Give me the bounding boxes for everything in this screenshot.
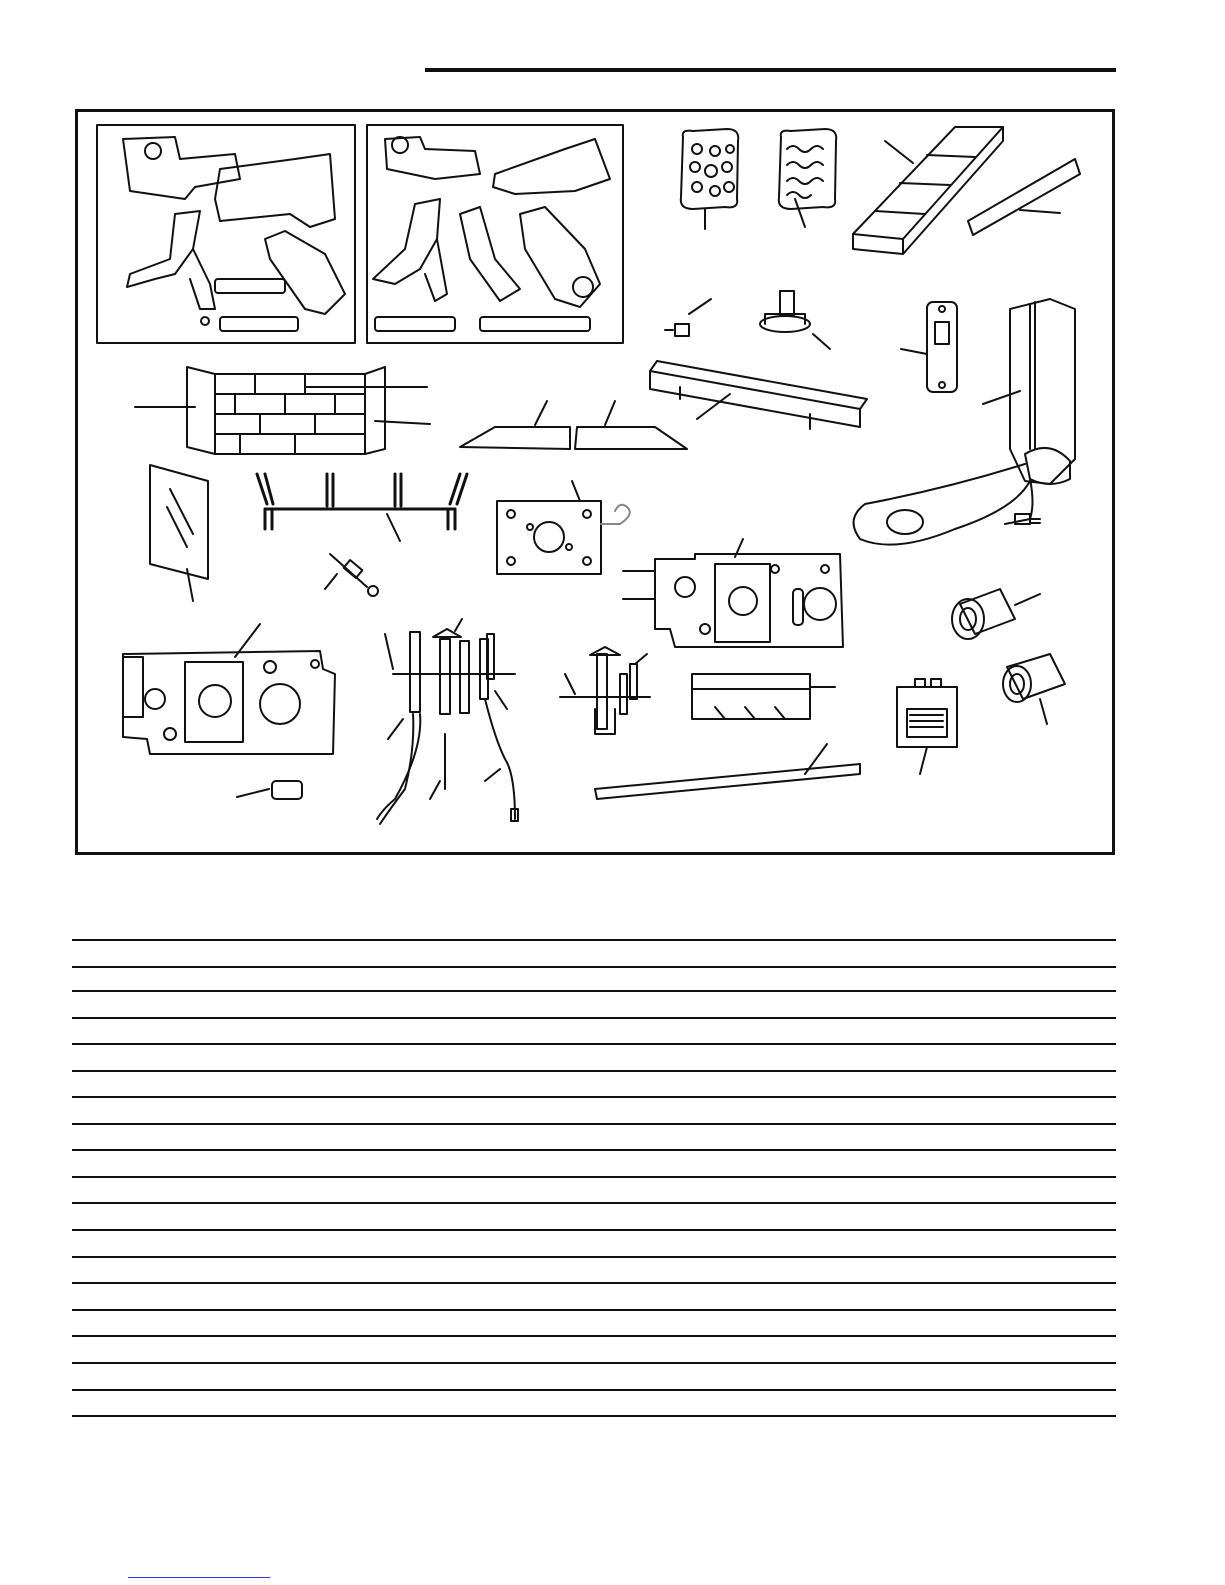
table-rule [72,1256,1116,1258]
table-rule [72,1017,1116,1019]
table-rule [72,1335,1116,1337]
blower [854,299,1075,545]
table-rule [72,1389,1116,1391]
pilot-assembly-right [560,647,650,734]
shelf-plate [595,744,860,799]
table-rule [72,1282,1116,1284]
gas-valve-left [123,624,335,754]
thermodisc [760,291,830,349]
table-rule [72,1229,1116,1231]
log-set-b [367,125,623,343]
table-rule [72,1123,1116,1125]
floor-panels [460,401,687,449]
igniter [325,554,378,596]
table-rule [72,939,1116,941]
table-rule [72,1415,1116,1417]
log-set-a [97,125,355,343]
battery-cap [237,781,302,799]
knob-collar [952,589,1040,639]
table-rule [72,1362,1116,1364]
table-rule [72,1149,1116,1151]
table-rule [72,966,1116,968]
burner-rail [650,361,867,429]
refractory-panel-top [853,127,1003,254]
mounting-plate [497,481,630,574]
header-rule [425,68,1116,72]
embers-bag [779,129,837,227]
grommet [1003,654,1065,724]
refractory-panel-side [968,159,1080,235]
gas-valve-right [623,539,843,647]
receiver-module [692,674,835,719]
table-rule [72,1070,1116,1072]
wall-switch [901,302,957,392]
parts-illustration [75,109,1115,855]
table-rule [72,1096,1116,1098]
table-rule [72,1309,1116,1311]
battery-holder [897,679,957,774]
pilot-assembly-center [377,619,518,824]
log-grate [257,474,467,541]
glass-panel [150,465,208,601]
footer-link-underline[interactable] [128,1577,270,1578]
table-rule [72,990,1116,992]
brick-liner [135,367,430,454]
table-rule [72,1202,1116,1204]
fitting [665,299,711,336]
table-rule [72,1176,1116,1178]
table-rule [72,1043,1116,1045]
stones-bag [681,129,739,229]
